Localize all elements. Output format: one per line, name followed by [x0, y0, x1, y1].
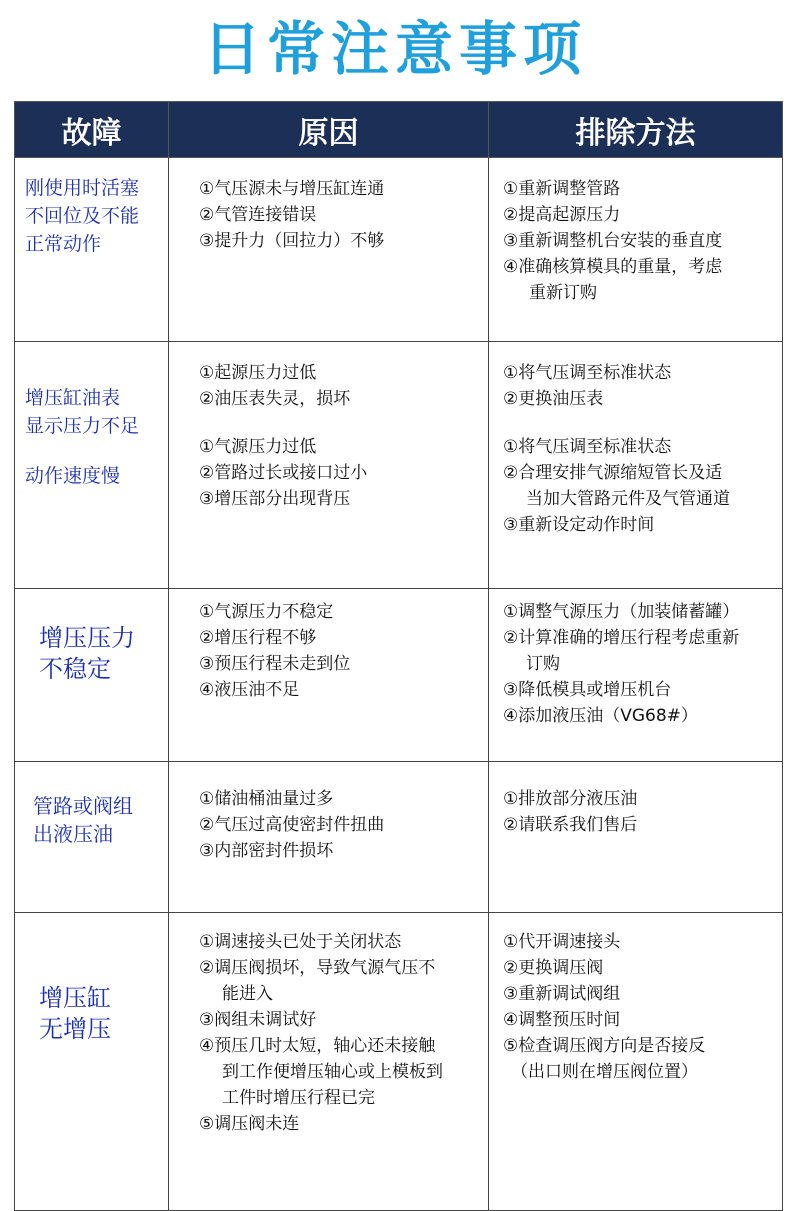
- fix-item: ①调整气源压力（加装储蓄罐）: [503, 602, 740, 622]
- fix-item: ②更换调压阀: [503, 958, 604, 978]
- fix-item: ②合理安排气源缩短管长及适: [503, 463, 723, 483]
- fix-item: ③重新设定动作时间: [503, 515, 655, 535]
- fix-item-continued: 重新订购: [529, 283, 597, 303]
- fix-cell: [489, 342, 783, 589]
- header-fix: 排除方法: [489, 102, 783, 158]
- cause-cell: [169, 913, 489, 1211]
- fault-text: 管路或阀组: [33, 794, 133, 818]
- fix-cell: [489, 589, 783, 762]
- fix-item: ②计算准确的增压行程考虑重新: [503, 628, 740, 648]
- fault-text: 增压缸: [39, 984, 111, 1012]
- fault-cell: [15, 342, 169, 589]
- fault-text: 动作速度慢: [25, 465, 121, 487]
- cause-cell: [169, 762, 489, 913]
- fix-item: ①代开调速接头: [503, 932, 621, 952]
- table-row: [15, 589, 783, 762]
- cause-item: ①气压源未与增压缸连通: [199, 179, 385, 199]
- cause-item: ③增压部分出现背压: [199, 489, 351, 509]
- fault-cell: [15, 913, 169, 1211]
- fix-item-continued: 当加大管路元件及气管通道: [526, 489, 730, 509]
- fix-item-continued: 订购: [526, 654, 560, 674]
- cause-item: ②气管连接错误: [199, 205, 317, 225]
- cause-cell: [169, 342, 489, 589]
- fault-text: 出液压油: [33, 822, 113, 846]
- table-row: [15, 158, 783, 342]
- fault-text: 增压压力: [39, 624, 135, 652]
- cause-item: ②油压表失灵，损坏: [199, 389, 351, 409]
- cause-item: ④预压几时太短，轴心还未接触: [199, 1036, 436, 1056]
- table-row: [15, 913, 783, 1211]
- fault-text: 不回位及不能: [25, 205, 140, 227]
- cause-item: ②调压阀损坏，导致气源气压不: [199, 958, 436, 978]
- fix-item: ①将气压调至标准状态: [503, 363, 672, 383]
- cause-item: ③内部密封件损坏: [199, 841, 334, 861]
- fix-item: ③重新调试阀组: [503, 984, 621, 1004]
- cause-item: ①气源压力过低: [199, 437, 317, 457]
- cause-item-continued: 能进入: [222, 984, 273, 1004]
- cause-item: ③提升力（回拉力）不够: [199, 231, 385, 251]
- fix-item: ③降低模具或增压机台: [503, 680, 672, 700]
- fault-cell: [15, 158, 169, 342]
- cause-item: ⑤调压阀未连: [199, 1114, 300, 1134]
- cause-cell: [169, 589, 489, 762]
- fix-item: ①将气压调至标准状态: [503, 437, 672, 457]
- cause-item-continued: 到工作便增压轴心或上模板到: [222, 1062, 443, 1082]
- fix-item: ④添加液压油（VG68#）: [503, 706, 698, 726]
- cause-item: ③预压行程未走到位: [199, 654, 351, 674]
- page-title: 日常注意事项: [202, 15, 587, 83]
- fault-text: 刚使用时活塞: [25, 177, 140, 199]
- header-cause: 原因: [169, 102, 489, 158]
- cause-item: ③阀组未调试好: [199, 1010, 317, 1030]
- cause-item-continued: 工件时增压行程已完: [222, 1088, 375, 1108]
- fault-cell: [15, 589, 169, 762]
- fix-item: ③重新调整机台安装的垂直度: [503, 231, 723, 251]
- fault-text: 正常动作: [25, 233, 102, 255]
- fault-text: 显示压力不足: [25, 415, 140, 437]
- cause-item: ④液压油不足: [199, 680, 300, 700]
- fix-item: ②请联系我们售后: [503, 815, 638, 835]
- fix-item: ①重新调整管路: [503, 179, 621, 199]
- fault-text: 无增压: [39, 1015, 111, 1043]
- fix-item-continued: （出口则在增压阀位置）: [511, 1062, 698, 1082]
- fix-cell: [489, 158, 783, 342]
- cause-item: ②气压过高使密封件扭曲: [199, 815, 385, 835]
- fault-text: 增压缸油表: [25, 387, 121, 409]
- fix-item: ④调整预压时间: [503, 1010, 621, 1030]
- cause-item: ②管路过长或接口过小: [199, 463, 368, 483]
- fix-item: ①排放部分液压油: [503, 789, 638, 809]
- table-row: [15, 762, 783, 913]
- fault-cell: [15, 762, 169, 913]
- table-header-row: [15, 102, 783, 158]
- cause-item: ②增压行程不够: [199, 628, 317, 648]
- fault-text: 不稳定: [39, 655, 111, 683]
- fix-item: ②提高起源压力: [503, 205, 621, 225]
- cause-item: ①储油桶油量过多: [199, 789, 334, 809]
- fix-item: ⑤检查调压阀方向是否接反: [503, 1036, 706, 1056]
- cause-cell: [169, 158, 489, 342]
- fix-cell: [489, 913, 783, 1211]
- table-row: [15, 342, 783, 589]
- cause-item: ①气源压力不稳定: [199, 602, 334, 622]
- cause-item: ①调速接头已处于关闭状态: [199, 932, 402, 952]
- cause-item: ①起源压力过低: [199, 363, 317, 383]
- fix-item: ②更换油压表: [503, 389, 604, 409]
- fault-table: [14, 101, 783, 1211]
- fix-cell: [489, 762, 783, 913]
- header-fault: 故障: [15, 102, 169, 158]
- fix-item: ④准确核算模具的重量，考虑: [503, 257, 723, 277]
